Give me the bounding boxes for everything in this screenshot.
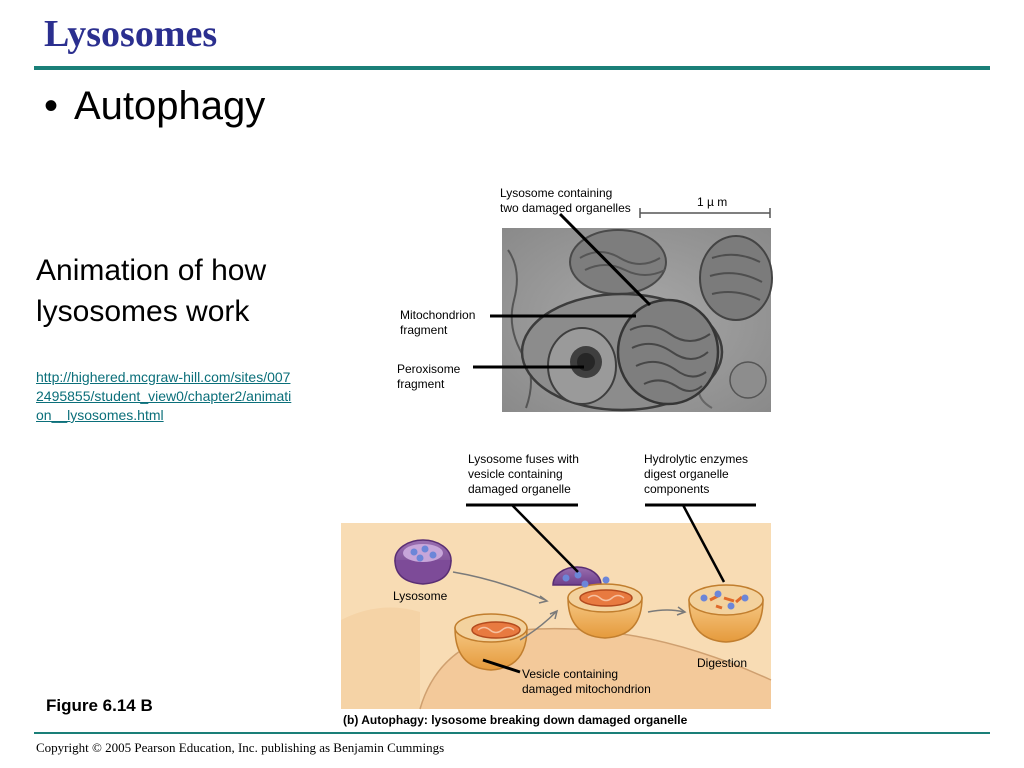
diagram-label-digestion: Digestion	[697, 656, 748, 670]
animation-text: Animation of how lysosomes work	[36, 254, 267, 328]
micrograph-label-lysosome: Lysosome containing two damaged organelles	[500, 186, 631, 215]
slide-title: Lysosomes	[44, 13, 218, 55]
micrograph-label-peroxisome: Peroxisome fragment	[397, 362, 461, 391]
scale-bar-label: 1 µ m	[697, 195, 728, 209]
digestion-shape	[689, 585, 763, 642]
micrograph-image	[502, 228, 772, 412]
figure-caption: (b) Autophagy: lysosome breaking down damaged organelle	[343, 713, 688, 727]
diagram-label-hydrolytic: Hydrolytic enzymes digest organelle components	[644, 452, 749, 496]
figure-label: Figure 6.14 B	[46, 696, 153, 715]
lysosome-shape	[395, 540, 451, 584]
bullet-text: Autophagy	[74, 84, 266, 128]
footer-divider	[34, 732, 990, 734]
animation-link[interactable]: http://highered.mcgraw-hill.com/sites/0072495855/student_view0/chapter2/animation__lysosomes.html	[36, 369, 292, 423]
diagram-label-lysosome: Lysosome	[393, 589, 448, 603]
scale-bar	[640, 208, 770, 218]
diagram-label-vesicle: Vesicle containing damaged mitochondrion	[522, 667, 651, 696]
copyright-text: Copyright © 2005 Pearson Education, Inc. publishing as Benjamin Cummings	[36, 740, 445, 755]
bullet-dot-icon: •	[44, 84, 59, 128]
micrograph-label-mitochondrion: Mitochondrion fragment	[400, 308, 476, 337]
diagram-label-fuses: Lysosome fuses with vesicle containing damaged organelle	[468, 452, 579, 496]
